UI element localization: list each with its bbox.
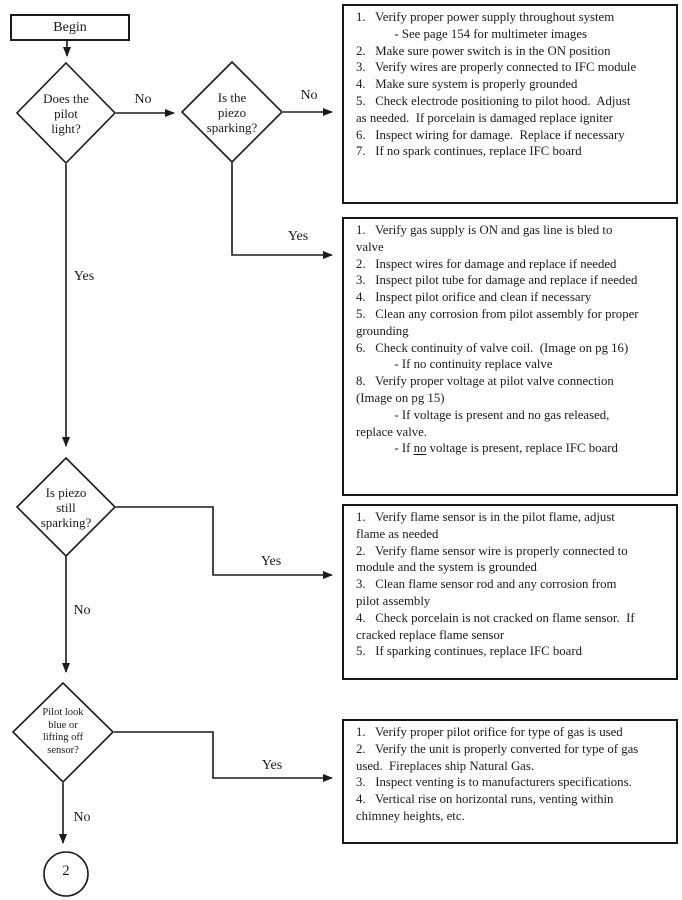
step-line: flame as needed bbox=[356, 526, 439, 541]
decision-piezo-still-sparking bbox=[16, 457, 116, 557]
decision-line: Is piezo bbox=[45, 484, 87, 500]
step-line: 2. Verify flame sensor wire is properly connected to bbox=[356, 543, 628, 558]
edge-label-yes-4: Yes bbox=[261, 758, 283, 773]
decision-line: sparking? bbox=[206, 119, 258, 135]
edge-label-no-2: No bbox=[300, 88, 318, 103]
decision-line: blue or bbox=[48, 719, 78, 731]
step-line: 8. Verify proper voltage at pilot valve connection bbox=[356, 374, 614, 389]
step-line: replace valve. bbox=[356, 424, 428, 439]
steps-box-no-spark bbox=[342, 4, 678, 204]
decision-does-pilot-light bbox=[16, 63, 116, 163]
step-line: 6. Check continuity of valve coil. (Image on pg 16) bbox=[356, 340, 629, 355]
offpage-connector-label: 2 bbox=[62, 863, 70, 879]
steps-box-spark-no-light bbox=[342, 217, 678, 496]
step-line: 2. Make sure power switch is in the ON position bbox=[356, 43, 611, 58]
edge-label-no-3: No bbox=[73, 603, 91, 618]
edge-label-no-4: No bbox=[73, 810, 91, 825]
arrow-yes-to-box4 bbox=[114, 732, 332, 778]
arrow-yes-to-box2 bbox=[232, 162, 332, 255]
step-line: 6. Inspect wiring for damage. Replace if necessary bbox=[356, 127, 625, 142]
arrow-yes-to-box3 bbox=[116, 507, 332, 575]
step-line: 3. Inspect venting is to manufacturers specifications. bbox=[356, 775, 632, 790]
step-line: 2. Inspect wires for damage and replace if needed bbox=[356, 256, 617, 271]
step-line: 2. Verify the unit is properly converted for type of gas bbox=[356, 741, 639, 756]
decision-line: pilot bbox=[54, 105, 78, 121]
step-line: used. Fireplaces ship Natural Gas. bbox=[356, 758, 535, 773]
step-line: valve bbox=[356, 239, 384, 254]
edge-label-yes-2: Yes bbox=[287, 229, 309, 244]
step-line: chimney heights, etc. bbox=[356, 808, 465, 823]
step-line: cracked replace flame sensor bbox=[356, 627, 505, 642]
step-line: 5. Clean any corrosion from pilot assembly for proper bbox=[356, 306, 639, 321]
edge-label-no-1: No bbox=[134, 92, 152, 107]
step-line: module and the system is grounded bbox=[356, 560, 537, 575]
decision-pilot-blue-lifting bbox=[13, 682, 113, 782]
decision-line: light? bbox=[51, 120, 81, 136]
step-line: pilot assembly bbox=[356, 593, 431, 608]
step-line: 1. Verify proper power supply throughout system bbox=[356, 10, 615, 24]
step-line: 3. Verify wires are properly connected to IFC module bbox=[356, 60, 637, 75]
decision-line: Is the bbox=[217, 89, 247, 105]
step-line: 7. If no spark continues, replace IFC board bbox=[356, 144, 582, 159]
decision-line: sparking? bbox=[40, 514, 92, 530]
decision-line: piezo bbox=[217, 104, 247, 120]
edge-label-yes-1: Yes bbox=[73, 269, 95, 284]
step-line: 4. Inspect pilot orifice and clean if necessary bbox=[356, 290, 592, 305]
begin-label: Begin bbox=[53, 19, 87, 35]
decision-piezo-sparking bbox=[182, 62, 282, 162]
step-line: - If voltage is present and no gas released, bbox=[356, 407, 610, 422]
steps-box-still-sparking bbox=[342, 504, 678, 680]
step-line: 4. Check porcelain is not cracked on flame sensor. If bbox=[356, 610, 635, 625]
step-line: 3. Clean flame sensor rod and any corrosion from bbox=[356, 577, 617, 592]
begin-node bbox=[10, 14, 130, 41]
step-line: 4. Make sure system is properly grounded bbox=[356, 77, 578, 92]
step-line: 3. Inspect pilot tube for damage and replace if needed bbox=[356, 273, 638, 288]
step-line: 1. Verify flame sensor is in the pilot flame, adjust bbox=[356, 510, 615, 524]
step-line: 5. Check electrode positioning to pilot hood. Adjust bbox=[356, 93, 631, 108]
step-line: - See page 154 for multimeter images bbox=[356, 26, 587, 41]
decision-line: sensor? bbox=[47, 744, 79, 756]
decision-line: Pilot look bbox=[42, 707, 84, 718]
decision-line: Does the bbox=[43, 90, 89, 106]
step-line: 1. Verify gas supply is ON and gas line is bled to bbox=[356, 223, 613, 237]
step-line: 4. Vertical rise on horizontal runs, venting within bbox=[356, 792, 614, 807]
step-line: - If no voltage is present, replace IFC board bbox=[356, 441, 618, 456]
steps-box-pilot-blue bbox=[342, 719, 678, 844]
step-line: 1. Verify proper pilot orifice for type of gas is used bbox=[356, 725, 623, 739]
step-line: grounding bbox=[356, 323, 409, 338]
edge-label-yes-3: Yes bbox=[260, 554, 282, 569]
step-line: 5. If sparking continues, replace IFC board bbox=[356, 644, 583, 659]
decision-line: still bbox=[56, 499, 76, 515]
decision-line: lifting off bbox=[42, 732, 84, 743]
step-line: as needed. If porcelain is damaged replace igniter bbox=[356, 110, 613, 125]
step-line: (Image on pg 15) bbox=[356, 390, 445, 405]
step-line: - If no continuity replace valve bbox=[356, 357, 553, 372]
